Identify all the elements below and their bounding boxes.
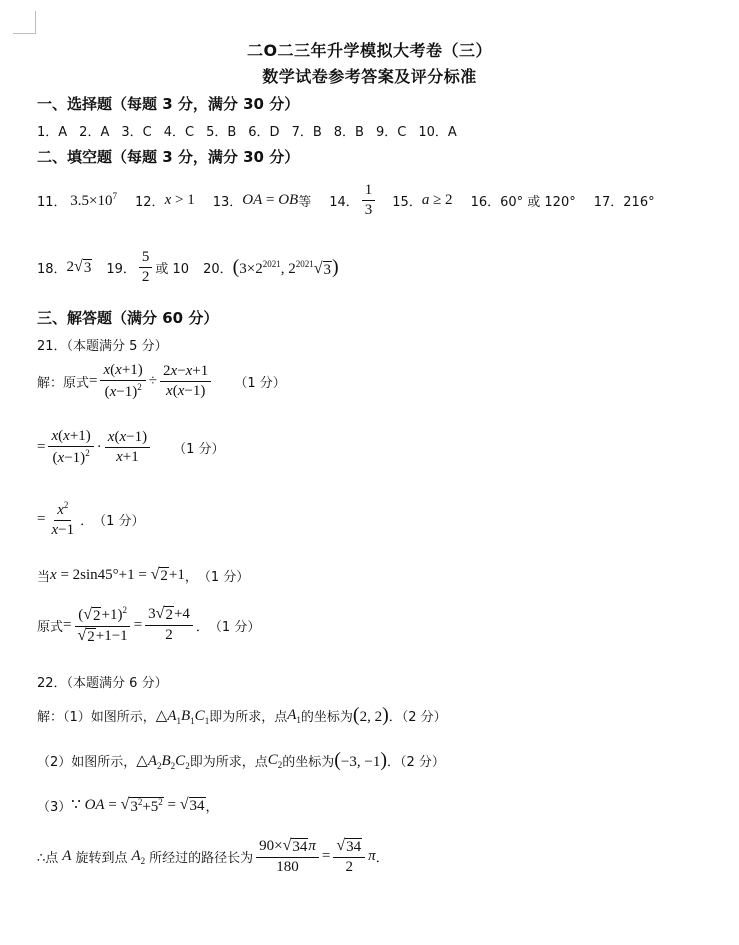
- q12-label: 12．: [135, 195, 165, 211]
- q22-part-4: ∴点 A 旋转到点 $A_2$ 所经过的路径长为 90× √ 34 π 180 = √ 34 2 π ．: [37, 837, 389, 875]
- q22-p1-text-c: 的坐标为: [300, 710, 353, 725]
- exam-subtitle: 数学试卷参考答案及评分标准: [262, 67, 477, 86]
- q17-answer: 17．216°: [593, 195, 655, 211]
- q22-p1-text-b: 即为所求，点: [209, 710, 288, 725]
- q13-label: 13．: [212, 195, 243, 211]
- mc-answer: 2．A: [79, 125, 110, 140]
- q22-p4-text-c: 所经过的路径长为: [149, 851, 254, 867]
- q11-answer: $3.5\times 10^7$: [66, 191, 118, 210]
- exam-title: 二O二三年升学模拟大考卷（三）: [246, 41, 493, 60]
- q21-score-3: （1 分）: [93, 514, 145, 530]
- q21-step-4: 当 x = 2sin45°+1 = √ 2 +1 ， （1 分）: [37, 565, 250, 585]
- mc-answer: 6．D: [248, 125, 280, 140]
- q22-fraction-b: √ 34 2: [333, 838, 365, 876]
- q22-p1-score: ．（2 分）: [388, 710, 447, 725]
- q22-p2-text-c: 的坐标为: [282, 755, 335, 770]
- q16-answer: 16．60° 或 120°: [470, 195, 576, 211]
- mc-answer: 8．B: [333, 125, 364, 140]
- mc-answer: 4．C: [163, 125, 195, 140]
- q15-label: 15．: [392, 195, 422, 211]
- mc-answer: 9．C: [375, 125, 407, 140]
- q22-p1-text-a: 解：（1）如图所示，: [37, 710, 156, 725]
- mc-answer: 10．A: [418, 125, 457, 140]
- q18-answer: 2 √ 3: [66, 258, 92, 276]
- q11-label: 11．: [37, 195, 67, 211]
- q15-answer: a: [421, 192, 430, 209]
- q21-jie-label: 解：原式: [37, 376, 90, 392]
- q21-fraction-c: $\frac{x(x+1)}{(x-1)^2}$: [48, 428, 93, 468]
- q20-answer: ($3\times 2^{2021}$, $2^{2021}$ √ 3 ): [232, 256, 339, 278]
- q21-fraction-e: $\frac{x^2}{x-1}$: [51, 500, 75, 539]
- mc-answer: 3．C: [121, 125, 152, 140]
- q21-step-5: 原式 = ( √ 2 +1)$^2$ √ 2 +1−1 = 3 √ 2 +4 2 ． （1 分）: [37, 605, 261, 645]
- q13-answer: OA: [242, 192, 263, 209]
- q21-step-2: = $\frac{x(x+1)}{(x-1)^2}$ · $\frac{x(x-1)}{x+1}$ （1 分）: [37, 428, 225, 467]
- q21-heading: 21．（本题满分 5 分）: [37, 339, 168, 354]
- q18-label: 18．: [37, 262, 67, 278]
- q22-p4-text-b: 旋转到点: [75, 851, 128, 867]
- q22-part-2: （2）如图所示， $\triangle A_2B_2C_2$ 即为所求，点 $C_2$ 的坐标为 (−3, −1) ．（2 分）: [37, 749, 445, 771]
- fill-answers-row-1: 11． $3.5\times 10^7$ 12． x > 1 13． OA = OB 等 14． $\frac{1}{3}$ 15． a ≥ 2 16．60° 或 120° 17．216°: [37, 182, 655, 219]
- q12-answer: x: [164, 192, 172, 209]
- q21-step-1: 解：原式 = $\frac{x(x+1)}{(x-1)^2}$ ÷ $\frac{2x-x+1}{x(x-1)}$ （1 分）: [37, 362, 286, 401]
- q19-label: 19．: [106, 262, 136, 278]
- section-2-heading: 二、填空题（每题 3 分，满分 30 分）: [37, 148, 300, 166]
- q19-answer: $\frac{5}{2}$: [139, 249, 153, 287]
- q22-part-3: （3） ∵ OA = √ $3^2+5^2$ = √ 34 ，: [37, 796, 219, 815]
- q22-p2-text-b: 即为所求，点: [189, 755, 268, 770]
- q21-fraction-d: $\frac{x(x-1)}{x+1}$: [105, 429, 150, 467]
- mc-answer: 1．A: [37, 125, 68, 140]
- q19-tail: 或 10: [155, 262, 190, 278]
- q22-part-1: 解：（1）如图所示， $\triangle A_1B_1C_1$ 即为所求，点 $A_1$ 的坐标为 (2, 2) ．（2 分）: [37, 704, 447, 726]
- q21-score-5: （1 分）: [208, 619, 261, 635]
- fill-answers-row-2: [37, 249, 339, 287]
- mc-answer: 5．B: [206, 125, 237, 140]
- q20-label: 20．: [203, 262, 233, 278]
- q14-answer: $\frac{1}{3}$: [362, 182, 376, 220]
- mc-answer: 7．B: [291, 125, 322, 140]
- q22-p2-text-a: （2）如图所示，: [37, 755, 137, 770]
- q21-fraction-b: $\frac{2x-x+1}{x(x-1)}$: [160, 363, 211, 401]
- q13-tail: 等: [298, 195, 312, 211]
- q14-label: 14．: [329, 195, 359, 211]
- page-corner-mark: [13, 11, 36, 34]
- q21-fraction-a: $\frac{x(x+1)}{(x-1)^2}$: [100, 362, 145, 402]
- q22-fraction-a: 90× √ 34 π 180: [256, 838, 319, 876]
- section-1-heading: 一、选择题（每题 3 分，满分 30 分）: [37, 95, 300, 113]
- q21-fraction-g: 3 √ 2 +4 2: [145, 606, 193, 644]
- q21-score-1: （1 分）: [234, 376, 286, 392]
- q21-score-2: （1 分）: [173, 442, 225, 458]
- q22-heading: 22．（本题满分 6 分）: [37, 676, 168, 691]
- q21-step-3: = $\frac{x^2}{x-1}$ ． （1 分）: [37, 500, 145, 539]
- q22-p4-text-a: ∴点: [37, 851, 59, 867]
- q21-dang-label: 当: [37, 570, 51, 585]
- section-3-heading: 三、解答题（满分 60 分）: [37, 309, 219, 327]
- q21-score-4: （1 分）: [197, 570, 250, 585]
- mc-answers: [37, 121, 469, 140]
- q21-fraction-f: ( √ 2 +1)$^2$ √ 2 +1−1: [74, 605, 130, 645]
- q22-p3-text: （3）: [37, 799, 72, 815]
- q21-yuanshi-label: 原式: [37, 619, 64, 635]
- q22-p2-score: ．（2 分）: [387, 755, 445, 770]
